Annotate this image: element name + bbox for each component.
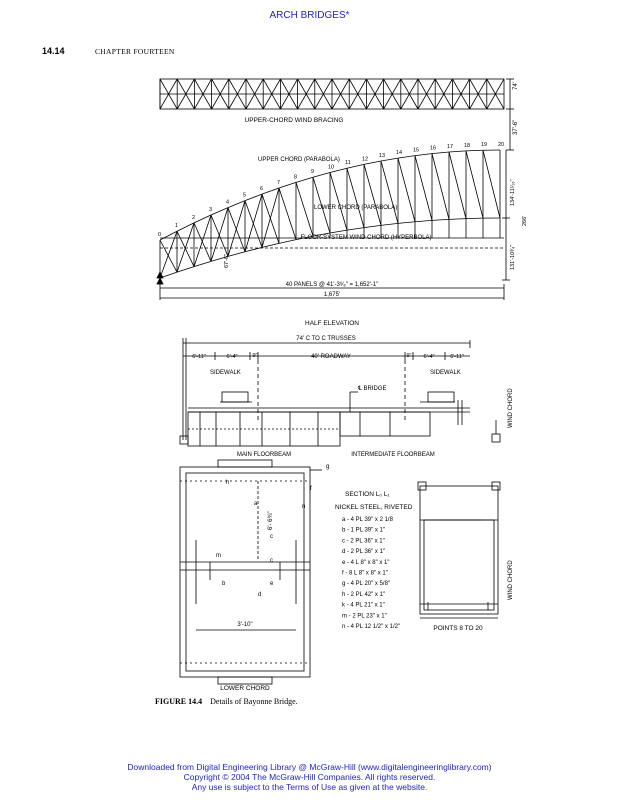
dim-end: 67'-6" <box>224 253 230 268</box>
part-item-1: b - 1 PL 39" x 1" <box>342 527 386 534</box>
figure-number: FIGURE 14.4 <box>155 697 203 706</box>
part-item-5: f - 8 L 8" x 8" x 1" <box>342 570 388 577</box>
footer <box>0 762 619 792</box>
chord-letter-c: c <box>270 534 273 540</box>
part-item-4: e - 4 L 8" x 8" x 1" <box>342 559 390 566</box>
chord-letter-d: d <box>258 592 262 598</box>
panel-number-8: 8 <box>294 174 298 181</box>
dim-1: 6'-4" <box>226 354 238 360</box>
chord-letter-f: f <box>310 486 312 492</box>
chapter-title: CHAPTER FOURTEEN <box>95 47 175 56</box>
panel-number-20: 20 <box>498 142 505 148</box>
sidewalk-left-label: SIDEWALK <box>210 370 241 376</box>
arch-elevation <box>157 142 504 284</box>
chord-letter-n: n <box>302 504 306 510</box>
part-item-10: n - 4 PL 12 1/2" x 1/2" <box>342 624 401 630</box>
dim-rise-a: 134'-11¹⁄₁₆" <box>510 179 516 206</box>
chord-letter-a: a <box>254 501 258 507</box>
lower-chord-label: LOWER CHORD <box>220 685 270 692</box>
footer-line-2: Copyright © 2004 The McGraw-Hill Companies. All rights reserved. <box>183 772 436 782</box>
chord-letter-m: m <box>216 553 221 559</box>
chord-letter-b: b <box>222 581 226 587</box>
panel-number-10: 10 <box>328 164 335 171</box>
panel-number-1: 1 <box>175 223 179 230</box>
panel-number-19: 19 <box>481 142 488 149</box>
page-number: 14.14 <box>42 46 65 56</box>
dim-total: 1,675' <box>323 292 341 298</box>
dim-roadway: 40' ROADWAY <box>311 354 351 360</box>
dim-4: 9" <box>406 353 412 359</box>
panel-number-16: 16 <box>430 145 437 152</box>
chord-letters <box>216 464 329 598</box>
panel-number-17: 17 <box>447 144 454 151</box>
main-floorbeam-label: MAIN FLOORBEAM <box>236 452 292 458</box>
dim-top: 74' <box>513 82 519 90</box>
dim-panels: 40 PANELS @ 41'-3⁶⁄₈" = 1,652'-1" <box>285 282 379 288</box>
dim-rise-b: 266' <box>522 215 528 226</box>
figure-caption <box>155 697 298 706</box>
part-item-0: a - 4 PL 39" x 2 1/8 <box>342 517 393 523</box>
panel-number-0: 0 <box>158 232 162 238</box>
dim-crown: 37'-6" <box>513 119 519 135</box>
dim-6: 6'-11" <box>450 354 464 360</box>
footer-line-1[interactable]: Downloaded from Digital Engineering Library @ McGraw-Hill (www.digitalengineeringlibrary.com) <box>127 762 492 772</box>
part-item-7: h - 2 PL 42" x 1" <box>342 591 386 598</box>
wind-bracing-label: UPPER-CHORD WIND BRACING <box>244 117 344 124</box>
dim-2: 9" <box>252 353 258 359</box>
chord-letter-g: g <box>326 464 330 470</box>
wind-chord-label: WIND CHORD <box>508 388 514 428</box>
points-label: POINTS 8 TO 20 <box>433 625 483 632</box>
page-header-title: ARCH BRIDGES* <box>269 10 350 21</box>
part-item-9: m - 2 PL 23" x 1" <box>342 613 387 620</box>
panel-number-6: 6 <box>260 186 264 193</box>
panel-number-11: 11 <box>345 160 351 167</box>
part-item-8: k - 4 PL 21" x 1" <box>342 602 385 609</box>
panel-number-14: 14 <box>396 150 403 157</box>
panel-number-3: 3 <box>209 207 213 214</box>
panel-number-12: 12 <box>362 156 369 163</box>
lower-chord-section <box>180 460 322 684</box>
panel-number-4: 4 <box>226 199 230 206</box>
chord-letter-e: e <box>270 581 274 587</box>
dim-0: 6'-11" <box>192 354 206 360</box>
part-item-3: d - 2 PL 36" x 1" <box>342 549 386 556</box>
upper-chord-label: UPPER CHORD (PARABOLA) <box>258 157 340 163</box>
half-elevation-label: HALF ELEVATION <box>305 320 359 327</box>
lower-chord-label: LOWER CHORD (PARABOLA) <box>314 205 398 211</box>
panel-number-9: 9 <box>311 169 315 176</box>
panel-number-5: 5 <box>243 192 247 199</box>
sidewalk-right-label: SIDEWALK <box>430 370 461 376</box>
points-section <box>418 482 500 618</box>
panel-number-13: 13 <box>379 153 386 160</box>
parts-list <box>342 517 400 630</box>
chord-section-title: SECTION L₀ L₁ <box>345 491 390 498</box>
part-item-6: g - 4 PL 20" x 5/8" <box>342 581 391 588</box>
bridge-centerline-label: ℄ BRIDGE <box>358 386 387 392</box>
figure-caption-text: Details of Bayonne Bridge. <box>210 697 298 706</box>
panel-number-7: 7 <box>277 180 281 187</box>
dim-5: 6'-4" <box>423 354 435 360</box>
trusses-dim: 74' C TO C TRUSSES <box>296 336 356 342</box>
panel-number-18: 18 <box>464 142 471 149</box>
part-item-2: c - 2 PL 36" x 1" <box>342 538 385 545</box>
panel-number-2: 2 <box>192 214 196 221</box>
height-dim: 6'- 6¾" <box>268 511 274 530</box>
footer-line-3: Any use is subject to the Terms of Use as given at the website. <box>191 782 428 792</box>
floor-wind-chord-label: FLOOR-SYSTEM WIND CHORD (HYPERBOLA) <box>300 235 432 241</box>
points-wind-chord-label: WIND CHORD <box>508 560 514 600</box>
width-dim: 3'-10" <box>237 622 253 628</box>
chord-section-subtitle: NICKEL STEEL, RIVETED <box>335 504 413 511</box>
intermediate-floorbeam-label: INTERMEDIATE FLOORBEAM <box>351 452 435 458</box>
chord-letter-h: h <box>226 480 230 486</box>
panel-number-15: 15 <box>413 147 420 154</box>
dim-rise-c: 131'-10³⁄₄" <box>510 244 516 270</box>
chord-letter-c: c <box>270 558 273 564</box>
wind-bracing-diagram <box>160 79 504 109</box>
